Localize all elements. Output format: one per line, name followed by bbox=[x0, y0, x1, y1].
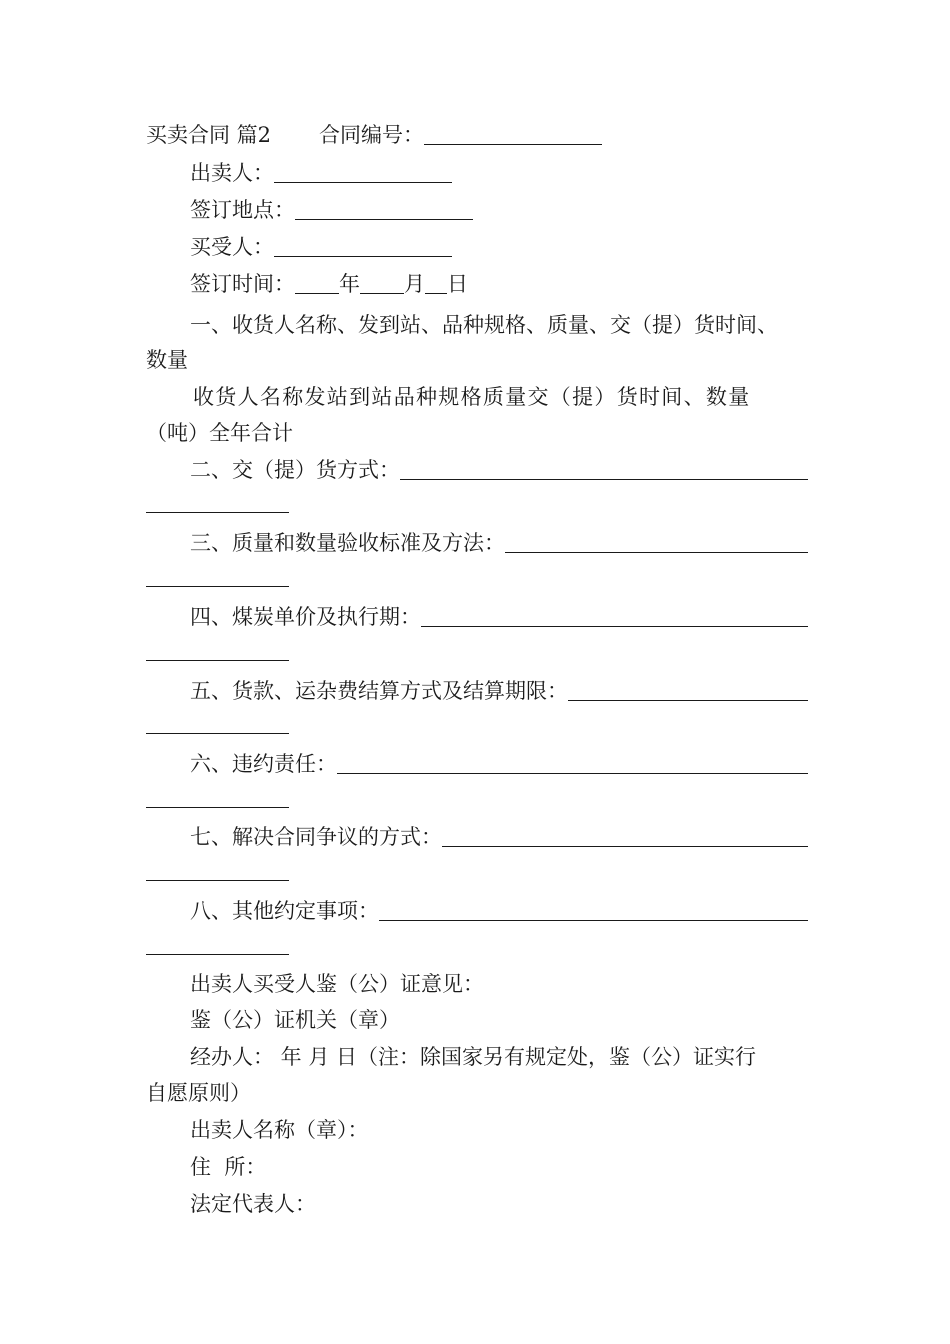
legal-representative-label: 法定代表人： bbox=[190, 1192, 316, 1216]
contract-number-label: 合同编号： bbox=[319, 123, 425, 147]
clause-1-line-2: 数量 bbox=[146, 348, 188, 372]
clause-5-line bbox=[190, 678, 808, 704]
day-label: 日 bbox=[447, 272, 468, 296]
clause-4-field-continuation[interactable] bbox=[146, 660, 289, 661]
day-field[interactable] bbox=[425, 273, 447, 294]
seller-label: 出卖人： bbox=[190, 161, 274, 185]
clause-8-label: 八、其他约定事项： bbox=[190, 899, 379, 923]
clause-3-label: 三、质量和数量验收标准及方法： bbox=[190, 531, 505, 555]
handler-line-2: 自愿原则） bbox=[146, 1081, 251, 1105]
signing-time-label: 签订时间： bbox=[190, 272, 295, 296]
clause-3-field[interactable] bbox=[505, 532, 808, 553]
clause-8-line bbox=[190, 898, 808, 924]
clause-6-label: 六、违约责任： bbox=[190, 752, 337, 776]
clause-4-field[interactable] bbox=[421, 606, 808, 627]
clause-2-line bbox=[190, 457, 808, 483]
clause-4-line bbox=[190, 604, 808, 630]
clause-1-line-1: 一、收货人名称、发到站、品种规格、质量、交（提）货时间、 bbox=[190, 313, 778, 337]
clause-7-field-continuation[interactable] bbox=[146, 880, 289, 881]
certification-authority: 鉴（公）证机关（章） bbox=[190, 1008, 400, 1032]
buyer-label: 买受人： bbox=[190, 235, 274, 259]
month-label: 月 bbox=[404, 272, 425, 296]
clause-7-field[interactable] bbox=[442, 826, 808, 847]
clause-2-field-continuation[interactable] bbox=[146, 512, 289, 513]
signing-place-field[interactable] bbox=[295, 199, 473, 220]
buyer-line bbox=[190, 234, 808, 260]
clause-6-field-continuation[interactable] bbox=[146, 807, 289, 808]
month-field[interactable] bbox=[360, 273, 404, 294]
buyer-field[interactable] bbox=[274, 236, 452, 257]
clause-1-table-header-2: （吨）全年合计 bbox=[146, 421, 293, 445]
clause-1-table-header-1: 收货人名称发站到站品种规格质量交（提）货时间、数量 bbox=[193, 385, 751, 409]
clause-3-line bbox=[190, 530, 808, 556]
clause-5-field-continuation[interactable] bbox=[146, 733, 289, 734]
contract-number-field[interactable] bbox=[424, 124, 602, 145]
clause-8-field[interactable] bbox=[379, 900, 808, 921]
year-label: 年 bbox=[339, 272, 360, 296]
seller-field[interactable] bbox=[274, 162, 452, 183]
certification-opinion: 出卖人买受人鉴（公）证意见： bbox=[190, 972, 484, 996]
clause-3-field-continuation[interactable] bbox=[146, 586, 289, 587]
signing-time-line bbox=[190, 271, 808, 297]
handler-line-1: 经办人： 年 月 日（注：除国家另有规定处，鉴（公）证实行 bbox=[190, 1045, 757, 1069]
clause-2-label: 二、交（提）货方式： bbox=[190, 458, 400, 482]
seller-name-stamp: 出卖人名称（章）： bbox=[190, 1118, 369, 1142]
clause-8-field-continuation[interactable] bbox=[146, 954, 289, 955]
clause-7-line bbox=[190, 824, 808, 850]
year-field[interactable] bbox=[295, 273, 339, 294]
document-title: 买卖合同 篇2 bbox=[146, 123, 272, 147]
signing-place-label: 签订地点： bbox=[190, 198, 295, 222]
clause-6-field[interactable] bbox=[337, 753, 808, 774]
clause-6-line bbox=[190, 751, 808, 777]
clause-4-label: 四、煤炭单价及执行期： bbox=[190, 605, 421, 629]
header-line bbox=[146, 122, 808, 148]
address-label: 住 所： bbox=[190, 1155, 267, 1179]
seller-line bbox=[190, 160, 808, 186]
clause-5-field[interactable] bbox=[568, 680, 808, 701]
clause-2-field[interactable] bbox=[400, 459, 808, 480]
signing-place-line bbox=[190, 197, 808, 223]
clause-7-label: 七、解决合同争议的方式： bbox=[190, 825, 442, 849]
clause-5-label: 五、货款、运杂费结算方式及结算期限： bbox=[190, 679, 568, 703]
